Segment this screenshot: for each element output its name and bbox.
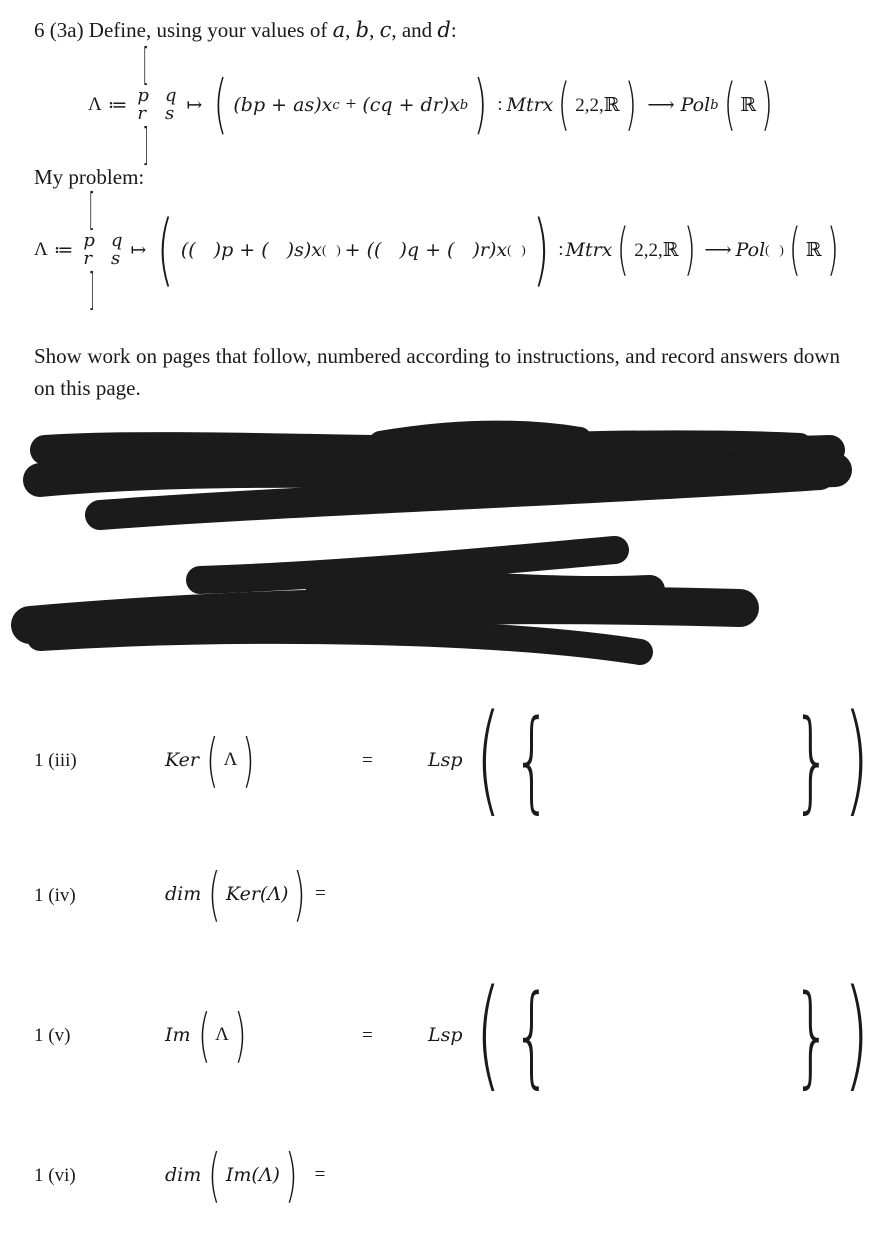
- term-q: )q + (: [399, 239, 455, 261]
- big-paren-close: ): [532, 205, 550, 295]
- paren-close: ): [234, 1001, 247, 1069]
- domain-paren-open: (: [617, 217, 630, 282]
- lsp-expression-v: [428, 965, 874, 1104]
- lsp-expression-iii: [428, 690, 874, 829]
- answer-number-v: 1 (v): [34, 1025, 71, 1046]
- colon: :: [558, 239, 564, 260]
- domain-mtrx: Mtrx: [506, 94, 554, 116]
- dim-ker-arg: Ker(Λ): [225, 883, 289, 905]
- colon: :: [497, 94, 503, 115]
- big-paren-close: ): [473, 68, 488, 142]
- paren-open: (: [208, 1141, 221, 1209]
- term2: (cq + dr)x: [362, 94, 460, 116]
- equals-iv: =: [315, 883, 326, 904]
- matrix-q: q: [164, 85, 177, 106]
- redaction-scribble: [0, 420, 874, 670]
- domain-paren-open: (: [558, 72, 571, 137]
- matrix: [137, 39, 177, 170]
- paren-close: ): [293, 860, 307, 928]
- lambda-symbol: Λ: [34, 239, 48, 260]
- definition-formula: [88, 39, 778, 170]
- scribble-stroke: [40, 631, 640, 652]
- dim-label: dim: [165, 883, 202, 905]
- im-arg: Λ: [215, 1024, 229, 1045]
- my-problem-label: My problem:: [34, 165, 145, 189]
- term-plus: + ((: [344, 239, 382, 261]
- domain-paren-close: ): [683, 217, 696, 282]
- matrix: [83, 184, 123, 315]
- left-bracket: [: [89, 184, 96, 235]
- mapsto-symbol: ↦: [186, 94, 203, 116]
- matrix-cells: [83, 232, 122, 268]
- term-r: )r)x: [472, 239, 508, 261]
- answer-number-vi: 1 (vi): [34, 1165, 76, 1186]
- term2-exponent: b: [459, 97, 469, 113]
- header-prefix: 6 (3a) Define, using your values of: [34, 18, 328, 42]
- instructions: Show work on pages that follow, numbered according to instructions, and record answers down on this page.: [34, 344, 840, 400]
- codomain-arg: ℝ: [805, 239, 822, 261]
- header-and: and: [401, 18, 433, 42]
- left-bracket: [: [143, 39, 150, 90]
- paren-close: ): [242, 726, 255, 794]
- scribble-stroke: [380, 432, 580, 442]
- set-brace-close: }: [793, 971, 832, 1099]
- assign-symbol: ≔: [53, 239, 74, 261]
- arrow-symbol: ⟶: [647, 94, 675, 116]
- var-a: a: [332, 18, 346, 42]
- codomain-pol: Pol: [680, 94, 711, 116]
- matrix-q: q: [110, 230, 123, 251]
- equals-v: =: [362, 1025, 373, 1046]
- domain-paren-close: ): [624, 72, 637, 137]
- scribble-stroke: [320, 584, 650, 591]
- big-paren-open: (: [157, 205, 174, 295]
- set-brace-open: {: [513, 971, 552, 1099]
- big-paren-open: (: [214, 68, 228, 142]
- codomain-subscript: b: [710, 97, 719, 113]
- answer-number-iv: 1 (iv): [34, 885, 76, 906]
- matrix-r: r: [137, 103, 147, 124]
- arrow-symbol: ⟶: [704, 239, 732, 261]
- my-problem-formula: [34, 184, 843, 315]
- set-brace-close: }: [793, 696, 832, 824]
- question-header: 6 (3a) Define, using your values of a, b, c, and d:: [34, 18, 457, 42]
- mapsto-symbol: ↦: [130, 239, 147, 261]
- matrix-p: p: [137, 85, 149, 106]
- lambda-symbol: Λ: [88, 94, 102, 115]
- ker-label: Ker: [165, 749, 200, 771]
- im-expression: [165, 1001, 252, 1069]
- blank-exponent-1: ( ): [321, 242, 341, 257]
- lsp-paren-close: ): [843, 965, 870, 1104]
- set-brace-open: {: [513, 696, 552, 824]
- dim-ker-expression: [165, 860, 326, 928]
- lsp-paren-close: ): [843, 690, 870, 829]
- domain-args: 2,2,ℝ: [575, 94, 620, 116]
- term-p: )p + (: [213, 239, 269, 261]
- equals-iii: =: [362, 750, 373, 771]
- paren-open: (: [208, 860, 221, 928]
- paren-open: (: [197, 1001, 211, 1069]
- matrix-r: r: [83, 248, 93, 269]
- paren-open: (: [206, 726, 219, 794]
- dim-im-expression: [165, 1141, 326, 1209]
- term1-exponent: c: [332, 97, 340, 113]
- dim-label: dim: [165, 1164, 202, 1186]
- codomain-paren-close: ): [761, 72, 774, 137]
- var-d: d: [437, 18, 451, 42]
- lsp-paren-open: (: [475, 965, 501, 1104]
- term-s: )s)x: [286, 239, 322, 261]
- blank-exponent-2: ( ): [507, 242, 526, 257]
- term1: (bp + as)x: [233, 94, 333, 116]
- assign-symbol: ≔: [107, 94, 128, 116]
- ker-expression: [165, 726, 260, 794]
- matrix-s: s: [110, 248, 121, 269]
- matrix-s: s: [164, 103, 175, 124]
- codomain-paren-close: ): [826, 217, 839, 282]
- codomain-pol: Pol: [735, 239, 766, 261]
- redaction-strokes: [30, 432, 835, 652]
- paren-close: ): [285, 1141, 298, 1209]
- blank-coef-open: ((: [180, 239, 196, 261]
- matrix-cells: [137, 87, 176, 123]
- right-bracket: ]: [143, 119, 150, 170]
- equals-vi: =: [314, 1164, 326, 1185]
- ker-arg: Λ: [223, 749, 238, 770]
- answer-number-iii: 1 (iii): [34, 750, 77, 771]
- lsp-paren-open: (: [475, 690, 501, 829]
- right-bracket: ]: [89, 264, 96, 315]
- blank-codomain-subscript: ( ): [765, 242, 784, 257]
- lsp-label: Lsp: [428, 1024, 463, 1046]
- codomain-paren-open: (: [788, 217, 801, 282]
- matrix-p: p: [83, 230, 95, 251]
- codomain-arg: ℝ: [740, 94, 757, 116]
- domain-args: 2,2,ℝ: [634, 239, 679, 261]
- var-b: b: [355, 18, 370, 42]
- im-label: Im: [165, 1024, 191, 1046]
- dim-im-arg: Im(Λ): [225, 1164, 280, 1186]
- codomain-paren-open: (: [723, 72, 736, 137]
- var-c: c: [379, 18, 392, 42]
- plus-symbol: +: [345, 94, 357, 115]
- domain-mtrx: Mtrx: [565, 239, 613, 261]
- lsp-label: Lsp: [428, 749, 463, 771]
